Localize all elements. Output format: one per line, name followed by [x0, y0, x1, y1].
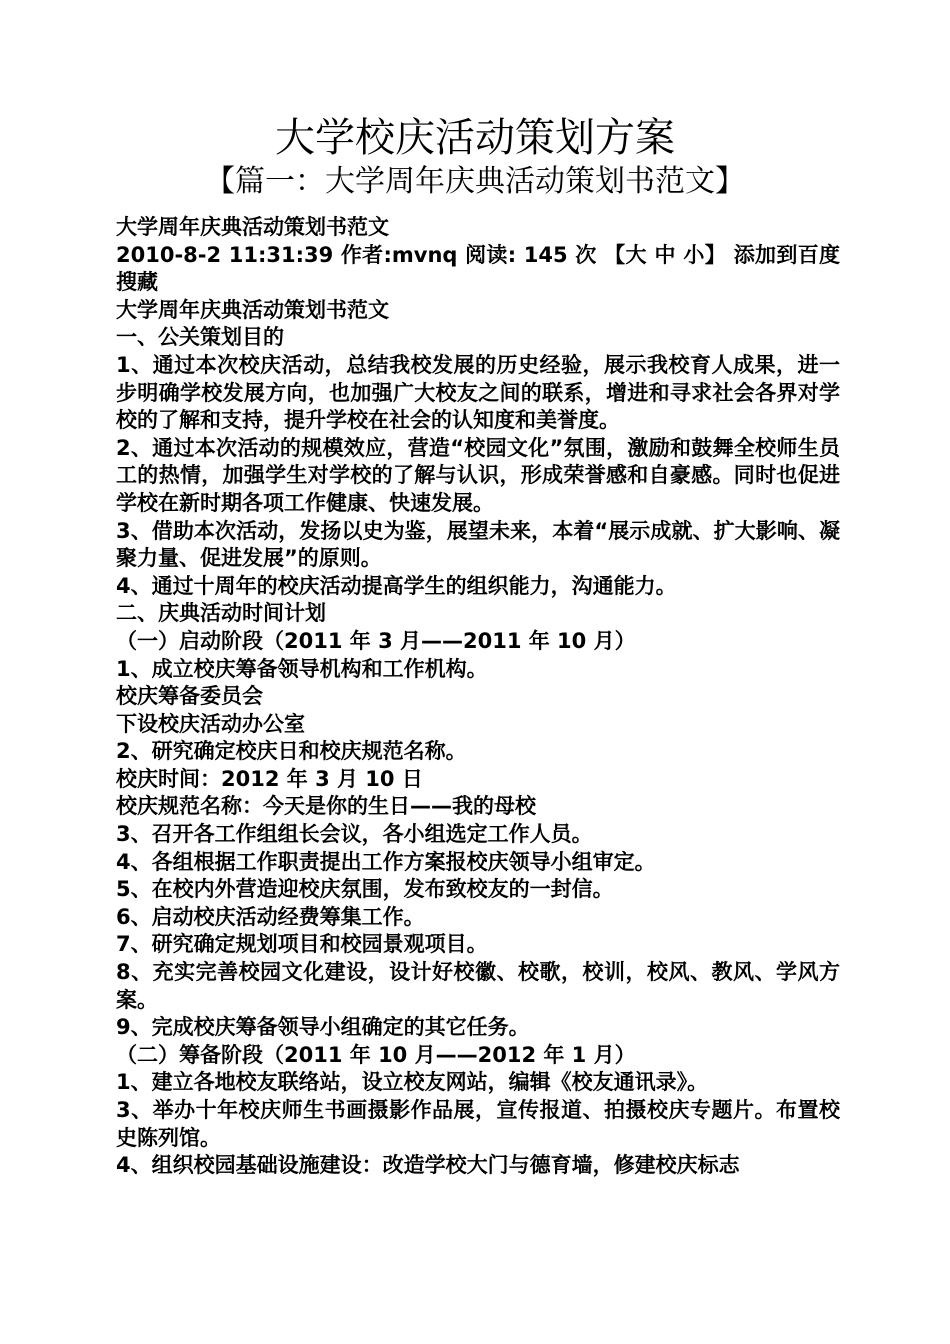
body-paragraph: 6、启动校庆活动经费筹集工作。: [116, 904, 425, 929]
body-paragraph: 1、成立校庆筹备领导机构和工作机构。: [116, 656, 488, 681]
body-paragraph: 1、通过本次校庆活动，总结我校发展的历史经验，展示我校育人成果，进一步明确学校发展方向，也加强广大校友之间的联系，增进和寻求社会各界对学校的了解和支持，提升学校在社会的认知度和美誉度。: [116, 352, 840, 433]
body-paragraph: 9、完成校庆筹备领导小组确定的其它任务。: [116, 1015, 530, 1040]
body-paragraph: 校庆规范名称：今天是你的生日——我的母校: [116, 794, 536, 819]
body-paragraph: 一、公关策划目的: [116, 325, 284, 350]
body-paragraph: 7、研究确定规划项目和校园景观项目。: [116, 932, 488, 957]
body-paragraph: 校庆筹备委员会: [116, 684, 263, 709]
body-paragraph: 2、研究确定校庆日和校庆规范名称。: [116, 739, 467, 764]
body-paragraph: 校庆时间：2012 年 3 月 10 日: [116, 766, 423, 791]
body-paragraph: 3、借助本次活动，发扬以史为鉴，展望未来，本着“展示成就、扩大影响、凝聚力量、促进发展”的原则。: [116, 518, 840, 571]
document-title: 大学校庆活动策划方案: [275, 115, 675, 161]
body-paragraph: （二）筹备阶段（2011 年 10 月——2012 年 1 月）: [116, 1042, 636, 1067]
body-paragraph: 5、在校内外营造迎校庆氛围，发布致校友的一封信。: [116, 877, 614, 902]
body-paragraph: 4、组织校园基础设施建设：改造学校大门与德育墙，修建校庆标志: [116, 1153, 740, 1178]
document-subtitle: 【篇一：大学周年庆典活动策划书范文】: [205, 164, 745, 199]
body-paragraph: 大学周年庆典活动策划书范文: [116, 215, 389, 239]
body-paragraph: 二、庆典活动时间计划: [116, 601, 326, 626]
body-paragraph: 8、充实完善校园文化建设，设计好校徽、校歌，校训，校风、教风、学风方案。: [116, 960, 840, 1012]
document-body: [116, 214, 840, 1180]
body-paragraph: 3、举办十年校庆师生书画摄影作品展，宣传报道、拍摄校庆专题片。布置校史陈列馆。: [116, 1098, 840, 1150]
body-paragraph: 大学周年庆典活动策划书范文: [116, 297, 389, 322]
body-paragraph: 下设校庆活动办公室: [116, 711, 305, 736]
body-paragraph: 2、通过本次活动的规模效应，营造“校园文化”氛围，激励和鼓舞全校师生员工的热情，加强学生对学校的了解与认识，形成荣誉感和自豪感。同时也促进学校在新时期各项工作健康、快速发展。: [116, 435, 840, 515]
body-paragraph: 2010-8-2 11:31:39 作者:mvnq 阅读: 145 次 【大 中 小】 添加到百度搜藏: [116, 242, 840, 295]
body-paragraph: 4、通过十周年的校庆活动提高学生的组织能力，沟通能力。: [116, 573, 677, 598]
body-paragraph: （一）启动阶段（2011 年 3 月——2011 年 10 月）: [116, 628, 636, 653]
body-paragraph: 4、各组根据工作职责提出工作方案报校庆领导小组审定。: [116, 849, 656, 874]
body-paragraph: 3、召开各工作组组长会议，各小组选定工作人员。: [116, 822, 593, 847]
body-paragraph: 1、建立各地校友联络站，设立校友网站，编辑《校友通讯录》。: [116, 1070, 709, 1095]
